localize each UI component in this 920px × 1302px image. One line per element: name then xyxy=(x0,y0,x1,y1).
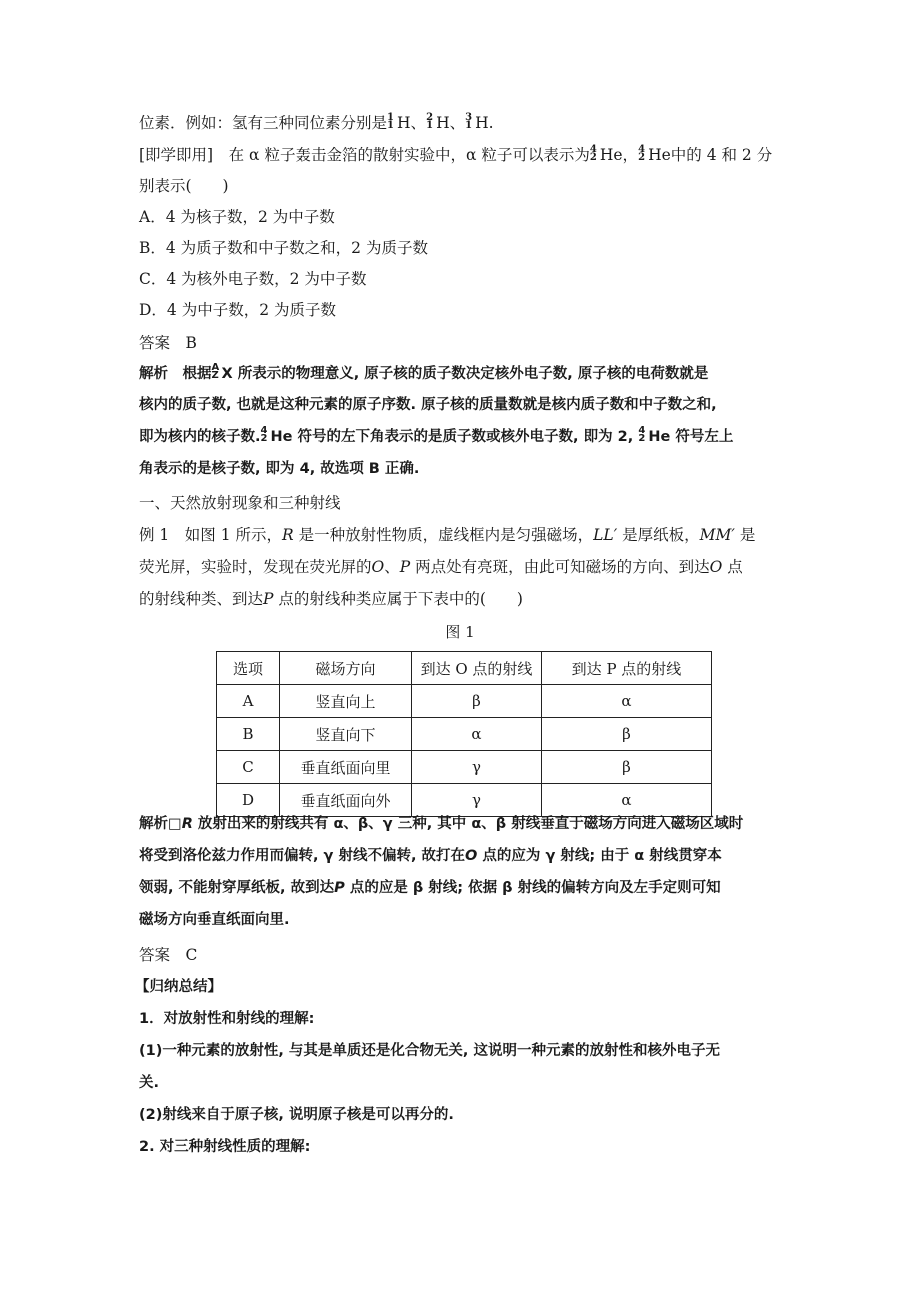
intro-line: 位素．例如：氢有三种同位素分别是 1 1 H、 2 1 H、 3 1 H. xyxy=(139,112,494,132)
quiz-analysis-line-2: 核内的质子数, 也就是这种元素的原子序数. 原子核的质量数就是核内质子数和中子数之和, xyxy=(139,397,717,413)
table-cell: γ xyxy=(412,784,542,817)
isotope-h3: 3 1 xyxy=(465,112,473,131)
quiz-line-1: [即学即用] 在 α 粒子轰击金箔的散射实验中，α 粒子可以表示为 4 2 He， 4 2 He中的 4 和 2 分 xyxy=(139,144,773,164)
figure-caption: 图 1 xyxy=(445,623,475,641)
summary-item: (1)一种元素的放射性, 与其是单质还是化合物无关, 这说明一种元素的放射性和核外电子无 xyxy=(139,1043,720,1059)
example-analysis-line-3: 领弱, 不能射穿厚纸板, 故到达P 点的应是 β 射线; 依据 β 射线的偏转方向及左手定则可知 xyxy=(139,880,721,896)
summary-heading: 【归纳总结】 xyxy=(135,979,222,995)
table-cell: A xyxy=(217,685,280,718)
example-label: 例 1 xyxy=(139,526,170,544)
table-cell: β xyxy=(542,751,712,784)
x-isotope: A Z xyxy=(211,362,220,381)
summary-item: (2)射线来自于原子核, 说明原子核是可以再分的. xyxy=(139,1107,454,1123)
table-header-row xyxy=(217,652,712,685)
he-isotope: 4 2 xyxy=(638,144,646,163)
table-cell: 垂直纸面向外 xyxy=(280,784,412,817)
option-a: A．4 为核子数，2 为中子数 xyxy=(139,208,335,226)
quiz-analysis-line-4: 角表示的是核子数, 即为 4, 故选项 B 正确. xyxy=(139,461,420,477)
quiz-label: [即学即用] xyxy=(139,146,214,164)
quiz-analysis-line-3: 即为核内的核子数. 4 2 He 符号的左下角表示的是质子数或核外电子数, 即为 2, 4 2 He 符号左上 xyxy=(139,425,734,445)
table-cell: 竖直向上 xyxy=(280,685,412,718)
table-cell: β xyxy=(412,685,542,718)
example-line-3: 的射线种类、到达P 点的射线种类应属于下表中的( ) xyxy=(139,590,523,608)
table-cell: α xyxy=(542,784,712,817)
summary-item: 1．对放射性和射线的理解: xyxy=(139,1011,315,1027)
table-row xyxy=(217,784,712,817)
table-cell: α xyxy=(542,685,712,718)
table-cell: 垂直纸面向里 xyxy=(280,751,412,784)
example-line-2: 荧光屏，实验时，发现在荧光屏的O、P 两点处有亮斑，由此可知磁场的方向、到达O 点 xyxy=(139,558,743,576)
option-d: D．4 为中子数，2 为质子数 xyxy=(139,301,337,319)
table-cell: β xyxy=(542,718,712,751)
summary-item: 关. xyxy=(139,1075,160,1091)
quiz-answer: 答案 B xyxy=(139,334,197,352)
table-cell: 竖直向下 xyxy=(280,718,412,751)
quiz-analysis-line-1: 解析 根据 A Z X 所表示的物理意义, 原子核的质子数决定核外电子数, 原子核的电荷数就是 xyxy=(139,362,709,382)
table-header: 磁场方向 xyxy=(280,652,412,685)
table-row xyxy=(217,685,712,718)
table-header: 到达 P 点的射线 xyxy=(542,652,712,685)
section-heading: 一、天然放射现象和三种射线 xyxy=(139,494,341,512)
example-analysis-line-4: 磁场方向垂直纸面向里. xyxy=(139,912,290,928)
example-line-1: 例 1 如图 1 所示，R 是一种放射性物质，虚线框内是匀强磁场，LL′ 是厚纸板，MM′ 是 xyxy=(139,526,756,544)
table-cell: γ xyxy=(412,751,542,784)
table-cell: D xyxy=(217,784,280,817)
table-row xyxy=(217,751,712,784)
table-cell: B xyxy=(217,718,280,751)
quiz-line-2: 别表示( ) xyxy=(139,177,229,195)
example-analysis-line-2: 将受到洛伦兹力作用而偏转, γ 射线不偏转, 故打在O 点的应为 γ 射线; 由于 α 射线贯穿本 xyxy=(139,848,722,864)
option-b: B．4 为质子数和中子数之和，2 为质子数 xyxy=(139,239,428,257)
table-header: 选项 xyxy=(217,652,280,685)
table-row xyxy=(217,718,712,751)
option-c: C．4 为核外电子数，2 为中子数 xyxy=(139,270,367,288)
he-isotope: 4 2 xyxy=(260,425,268,444)
he-isotope: 4 2 xyxy=(638,425,646,444)
isotope-h2: 2 1 xyxy=(426,112,434,131)
table-header: 到达 O 点的射线 xyxy=(412,652,542,685)
he-isotope: 4 2 xyxy=(589,144,597,163)
options-table xyxy=(216,651,712,817)
summary-item: 2. 对三种射线性质的理解: xyxy=(139,1139,311,1155)
isotope-h1: 1 1 xyxy=(387,112,394,131)
table-cell: α xyxy=(412,718,542,751)
table-cell: C xyxy=(217,751,280,784)
example-answer: 答案 C xyxy=(139,946,198,964)
example-analysis-line-1: 解析□R 放射出来的射线共有 α、β、γ 三种, 其中 α、β 射线垂直于磁场方向进入磁场区域时 xyxy=(139,816,744,832)
